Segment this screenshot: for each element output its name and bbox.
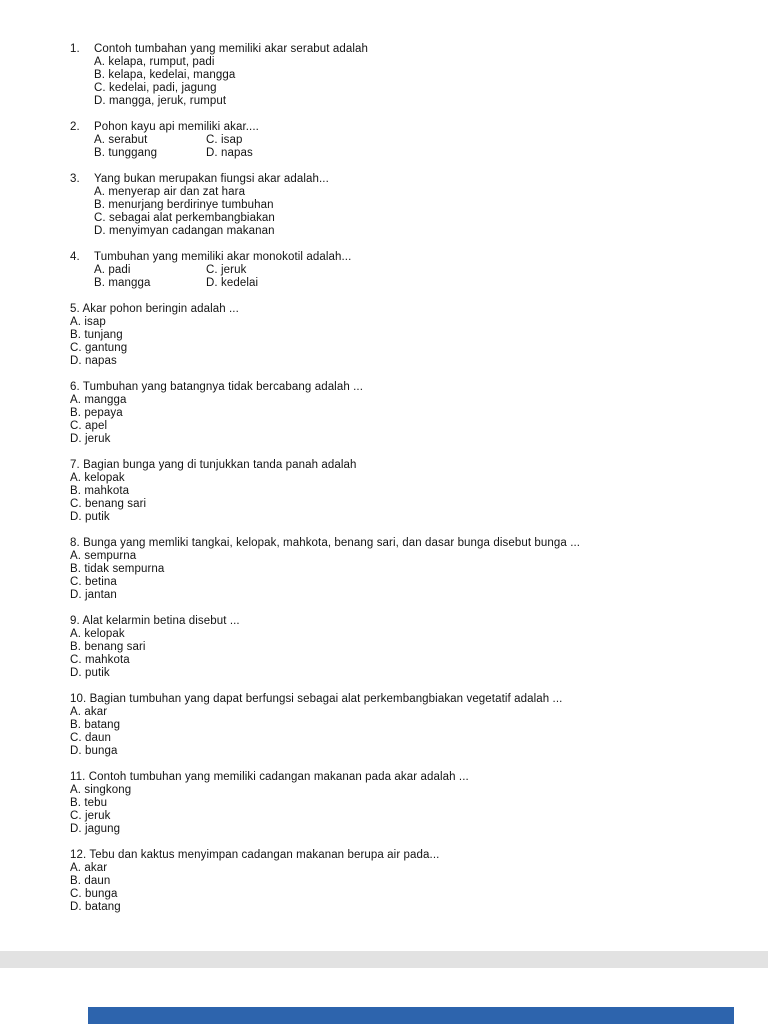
option-row xyxy=(70,797,728,810)
option: B. mahkota xyxy=(70,485,130,497)
option-row xyxy=(70,901,728,914)
option: A. kelapa, rumput, padi xyxy=(94,56,215,68)
next-page-accent-bar xyxy=(88,1007,734,1024)
option: D. batang xyxy=(70,901,121,913)
option: B. benang sari xyxy=(70,641,146,653)
option-row xyxy=(70,498,728,511)
option: D. napas xyxy=(70,355,117,367)
question-text: 9. Alat kelarmin betina disebut ... xyxy=(70,615,240,627)
option-row xyxy=(70,706,728,719)
option-row xyxy=(94,69,728,82)
option: D. jantan xyxy=(70,589,117,601)
option: A. kelopak xyxy=(70,628,125,640)
option-row xyxy=(94,147,728,160)
option: C. jeruk xyxy=(206,264,247,276)
option-row xyxy=(70,329,728,342)
question-number: 3. xyxy=(70,173,80,185)
option: A. padi xyxy=(94,264,131,276)
option: D. kedelai xyxy=(206,277,259,289)
page-gap xyxy=(0,951,768,968)
question-8 xyxy=(70,537,728,602)
option: C. isap xyxy=(206,134,243,146)
question-text: 6. Tumbuhan yang batangnya tidak bercabang adalah ... xyxy=(70,381,364,393)
option-row xyxy=(70,654,728,667)
option-row xyxy=(70,550,728,563)
question-9 xyxy=(70,615,728,680)
option: C. mahkota xyxy=(70,654,130,666)
question-4 xyxy=(70,251,728,290)
option: C. betina xyxy=(70,576,117,588)
option-row xyxy=(70,472,728,485)
option: A. serabut xyxy=(94,134,148,146)
question-7 xyxy=(70,459,728,524)
option-row xyxy=(70,745,728,758)
option: B. mangga xyxy=(94,277,151,289)
question-number: 1. xyxy=(70,43,80,55)
option-row xyxy=(70,511,728,524)
question-text: Pohon kayu api memiliki akar.... xyxy=(94,121,259,133)
option: A. mangga xyxy=(70,394,127,406)
option: D. jeruk xyxy=(70,433,111,445)
option: D. bunga xyxy=(70,745,118,757)
option: B. pepaya xyxy=(70,407,123,419)
option: B. batang xyxy=(70,719,121,731)
option: D. mangga, jeruk, rumput xyxy=(94,95,227,107)
option-row xyxy=(94,212,728,225)
option: C. daun xyxy=(70,732,111,744)
option: B. kelapa, kedelai, mangga xyxy=(94,69,236,81)
option: C. sebagai alat perkembangbiakan xyxy=(94,212,275,224)
option-row xyxy=(70,589,728,602)
option: C. kedelai, padi, jagung xyxy=(94,82,217,94)
question-text: 11. Contoh tumbuhan yang memiliki cadangan makanan pada akar adalah ... xyxy=(70,771,469,783)
option-row xyxy=(94,264,728,277)
option-row xyxy=(70,641,728,654)
option-row xyxy=(70,407,728,420)
option: D. putik xyxy=(70,667,110,679)
question-number: 2. xyxy=(70,121,80,133)
option-row xyxy=(94,95,728,108)
option: A. akar xyxy=(70,706,108,718)
option-row xyxy=(70,394,728,407)
question-1 xyxy=(70,43,728,108)
option: A. menyerap air dan zat hara xyxy=(94,186,246,198)
option: C. jeruk xyxy=(70,810,111,822)
option: B. menurjang berdirinye tumbuhan xyxy=(94,199,274,211)
option-row xyxy=(94,277,728,290)
option: D. jagung xyxy=(70,823,121,835)
option: C. gantung xyxy=(70,342,128,354)
question-6 xyxy=(70,381,728,446)
question-11 xyxy=(70,771,728,836)
option-row xyxy=(70,576,728,589)
option-row xyxy=(70,420,728,433)
option: D. putik xyxy=(70,511,110,523)
question-text: Yang bukan merupakan fiungsi akar adalah... xyxy=(94,173,329,185)
option-row xyxy=(70,810,728,823)
option: C. benang sari xyxy=(70,498,147,510)
question-12 xyxy=(70,849,728,914)
question-text: 7. Bagian bunga yang di tunjukkan tanda panah adalah xyxy=(70,459,357,471)
option: A. sempurna xyxy=(70,550,137,562)
option-row xyxy=(70,485,728,498)
question-2 xyxy=(70,121,728,160)
option-row xyxy=(70,888,728,901)
option-row xyxy=(94,199,728,212)
question-body xyxy=(94,121,728,160)
option-row xyxy=(70,316,728,329)
option-row xyxy=(70,433,728,446)
option: B. tunjang xyxy=(70,329,123,341)
option-row xyxy=(94,186,728,199)
option: C. bunga xyxy=(70,888,118,900)
question-text: 12. Tebu dan kaktus menyimpan cadangan makanan berupa air pada... xyxy=(70,849,440,861)
option-row xyxy=(70,732,728,745)
option-row xyxy=(70,875,728,888)
option-row xyxy=(94,56,728,69)
option-row xyxy=(94,82,728,95)
option: D. menyimyan cadangan makanan xyxy=(94,225,275,237)
question-text: Contoh tumbahan yang memiliki akar serabut adalah xyxy=(94,43,369,55)
option-row xyxy=(70,719,728,732)
option-row xyxy=(70,628,728,641)
option-row xyxy=(70,862,728,875)
option: A. singkong xyxy=(70,784,132,796)
option-row xyxy=(70,342,728,355)
option: B. tidak sempurna xyxy=(70,563,165,575)
question-body xyxy=(94,173,728,238)
option-row xyxy=(94,225,728,238)
option: C. apel xyxy=(70,420,108,432)
option: B. tebu xyxy=(70,797,108,809)
question-number: 4. xyxy=(70,251,80,263)
option: A. isap xyxy=(70,316,106,328)
question-10 xyxy=(70,693,728,758)
option-row xyxy=(70,667,728,680)
question-body xyxy=(94,251,728,290)
option: D. napas xyxy=(206,147,253,159)
question-text: Tumbuhan yang memiliki akar monokotil adalah... xyxy=(94,251,352,263)
question-text: 5. Akar pohon beringin adalah ... xyxy=(70,303,239,315)
option: A. akar xyxy=(70,862,108,874)
option: B. daun xyxy=(70,875,111,887)
questions xyxy=(70,43,728,927)
option-row xyxy=(70,784,728,797)
question-5 xyxy=(70,303,728,368)
option-row xyxy=(70,563,728,576)
option: B. tunggang xyxy=(94,147,158,159)
question-text: 10. Bagian tumbuhan yang dapat berfungsi sebagai alat perkembangbiakan vegetatif adalah ... xyxy=(70,693,563,705)
question-text: 8. Bunga yang memliki tangkai, kelopak, mahkota, benang sari, dan dasar bunga disebut bunga ... xyxy=(70,537,581,549)
option: A. kelopak xyxy=(70,472,125,484)
option-row xyxy=(70,355,728,368)
question-3 xyxy=(70,173,728,238)
option-row xyxy=(94,134,728,147)
option-row xyxy=(70,823,728,836)
question-body xyxy=(94,43,728,108)
